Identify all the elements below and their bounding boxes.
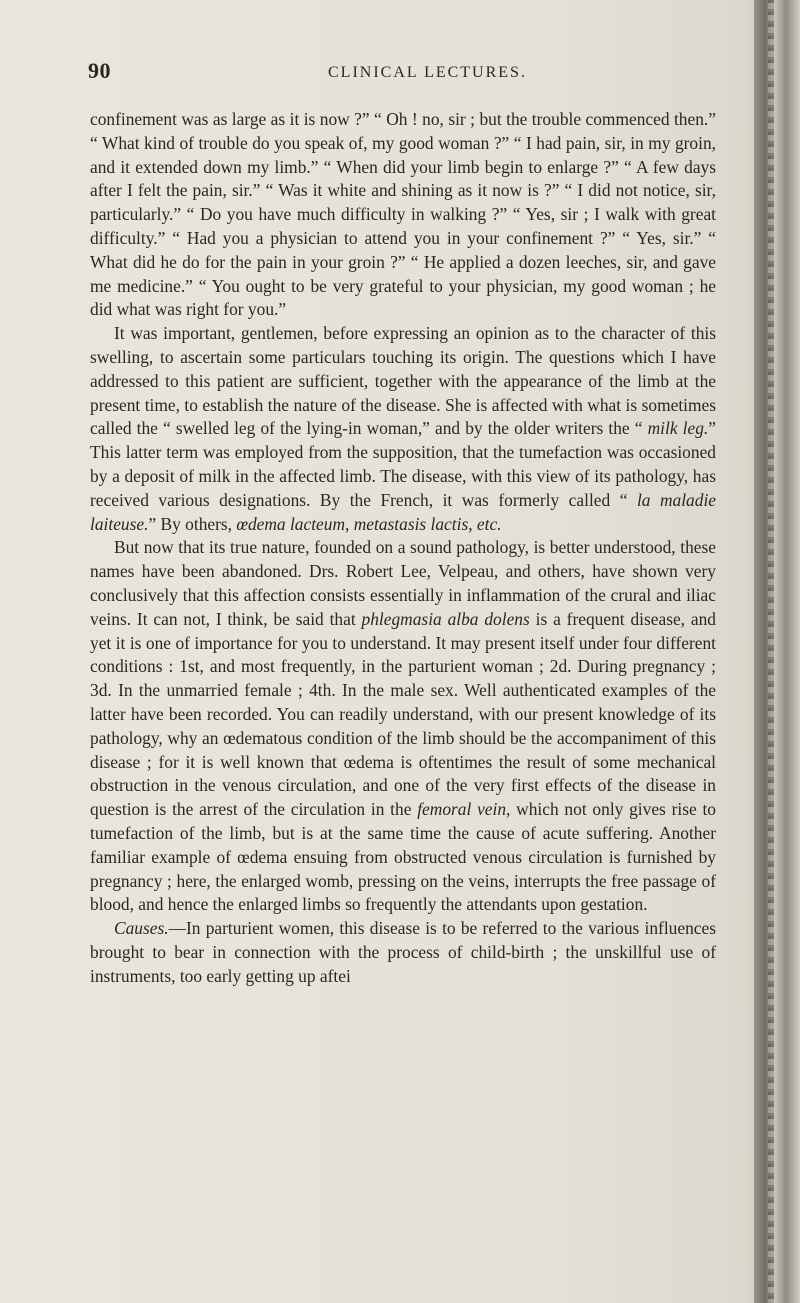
italic-term-femoral-vein: femoral vein, <box>417 799 511 820</box>
text-run: which not only gives rise to tumefaction of the limb, but is at the same time the cause of acute suffering. Another familiar example of œdema ensuing from obstructed venous circulation is furnished by pregnancy ; here, the enlarged womb, pressing on the veins, interrupts the free passage of blood, and hence the enlarged limbs so frequently the attendants upon gestation. <box>90 799 716 915</box>
text-run: is a frequent disease, and yet it is one of importance for you to understand. It may present itself under four different conditions : 1st, and most frequently, in the parturient woman ; 2d. During pregnancy ; 3d. In the unmarried female ; 4th. In the male sex. Well authenticated examples of the latter have been recorded. You can readily understand, with our present knowledge of its pathology, why an œdematous condition of the limb should be the accompaniment of this disease ; for it is well known that œdema is oftentimes the result of some mechanical obstruction in the venous circulation, and one of the very first effects of the disease in question is the arrest of the circulation in the <box>90 608 717 820</box>
paragraph-dialogue <box>90 108 716 322</box>
running-title: CLINICAL LECTURES. <box>328 64 527 81</box>
italic-term-french: la maladie laiteuse. <box>90 489 716 534</box>
italic-term-latin: œdema lacteum, metastasis lactis, etc. <box>236 513 502 534</box>
body-text <box>90 108 716 988</box>
paragraph-causes <box>90 917 716 988</box>
paragraph-diagnosis <box>90 322 716 536</box>
paragraph-pathology <box>90 536 716 917</box>
section-heading-causes: Causes. <box>114 918 169 939</box>
page-number: 90 <box>88 58 111 83</box>
text-run: ” By others, <box>148 513 237 534</box>
text-run: ” This latter term was employed from the supposition, that the tumefaction was occasioned by a deposit of milk in the affected limb. The disease, with this view of its pathology, has received various designations. By the French, it was formerly called “ <box>90 418 716 510</box>
text-run: —In parturient women, this disease is to be referred to the various influences brought to bear in connection with the process of child-birth ; the unskillful use of instruments, too early getting up aftei <box>90 918 716 986</box>
book-binding-edge <box>754 0 800 1303</box>
italic-term-milk-leg: milk leg. <box>647 418 709 439</box>
paragraph-text: confinement was as large as it is now ?” “ Oh ! no, sir ; but the trouble commenced then.” “ What kind of trouble do you speak of, my good woman ?” “ I had pain, sir, in my groin, and it extended down my limb.” “ When did your limb begin to enlarge ?” “ A few days after I felt the pain, sir.” “ Was it white and shining as it now is ?” “ I did not notice, sir, particularly.” “ Do you have much difficulty in walking ?” “ Yes, sir ; I walk with great difficulty.” “ Had you a physician to attend you in your confinement ?” “ Yes, sir.” “ What did he do for the pain in your groin ?” “ He applied a dozen leeches, sir, and gave me medicine.” “ You ought to be very grateful to your physician, my good woman ; he did what was right for you.” <box>90 109 716 320</box>
page-header <box>88 58 728 90</box>
text-run: It was important, gentlemen, before expressing an opinion as to the character of this swelling, to ascertain some particulars touching its origin. The questions which I have addressed to this patient are sufficient, together with the appearance of the limb at the present time, to establish the nature of the disease. She is affected with what is sometimes called the “ swelled leg of the lying-in woman,” and by the older writers the “ <box>90 323 716 439</box>
italic-term-phlegmasia: phlegmasia alba dolens <box>361 608 530 629</box>
text-run: But now that its true nature, founded on a sound pathology, is better understood, these names have been abandoned. Drs. Robert Lee, Velpeau, and others, have shown very conclusively that this affection consists essentially in inflammation of the crural and iliac veins. It can not, I think, be said that <box>90 537 716 629</box>
